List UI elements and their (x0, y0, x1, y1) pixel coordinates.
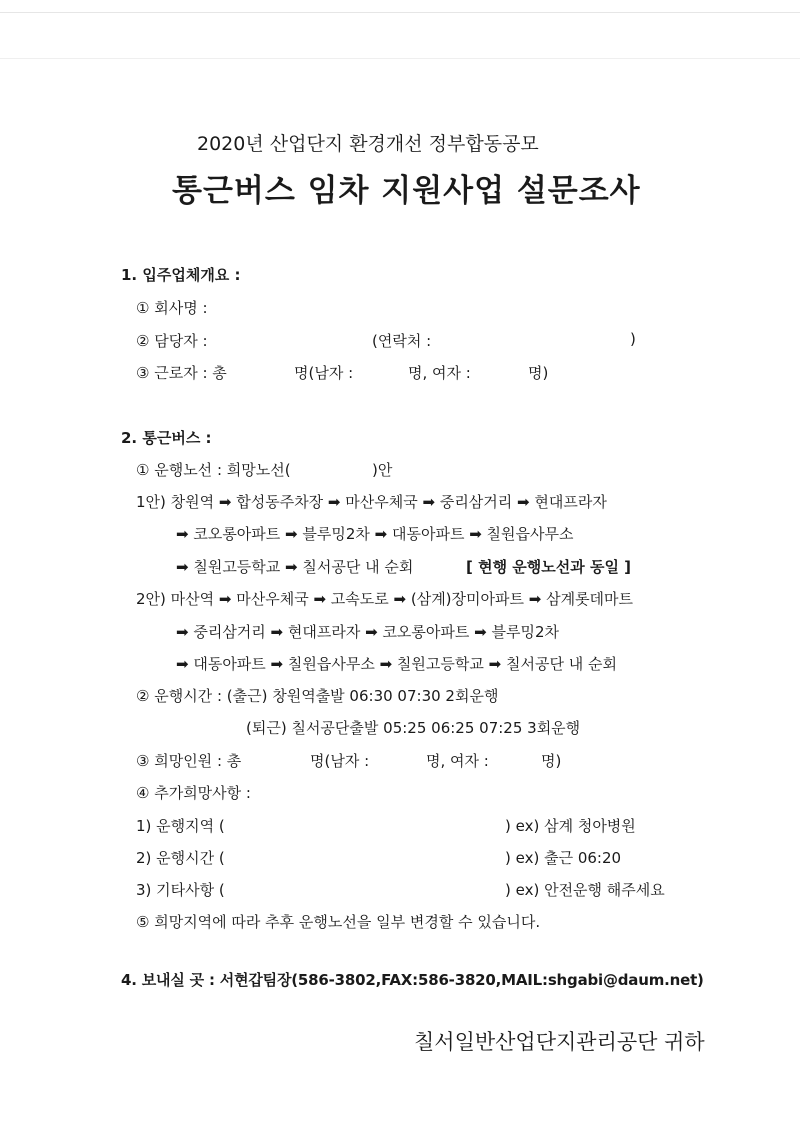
operating-time-line1: ② 운행시간 : (출근) 창원역출발 06:30 07:30 2회운행 (136, 687, 499, 705)
extra-item-label: 3) 기타사항 ( (136, 881, 225, 899)
company-name-label: ① 회사명 : (136, 299, 208, 317)
route2-line1: 2안) 마산역 ➡ 마산우체국 ➡ 고속도로 ➡ (삼계)장미아파트 ➡ 삼계롯데마트 (136, 590, 634, 608)
contact-close: ) (630, 330, 636, 348)
scan-artifact (0, 58, 800, 59)
route-preference-end: )안 (372, 461, 393, 479)
route1-note: [ 현행 운행노선과 동일 ] (466, 558, 632, 576)
extra-item-example: ) ex) 출근 06:20 (505, 849, 622, 867)
manager-label: ② 담당자 : (136, 332, 208, 350)
extra-item-label: 1) 운행지역 ( (136, 817, 225, 835)
operating-time-line2: (퇴근) 칠서공단출발 05:25 06:25 07:25 3회운행 (246, 719, 581, 737)
route-change-notice: ⑤ 희망지역에 따라 추후 운행노선을 일부 변경할 수 있습니다. (136, 913, 541, 931)
extra-item-label: 2) 운행시간 ( (136, 849, 225, 867)
workers-male-label: 명(남자 : (294, 364, 354, 382)
section2-heading: 2. 통근버스 : (121, 429, 212, 447)
workers-label: ③ 근로자 : 총 (136, 364, 227, 382)
contact-label: (연락처 : (372, 332, 432, 350)
send-to-line: 4. 보내실 곳 : 서현갑팀장(586-3802,FAX:586-3820,MAIL:shgabi@daum.net) (121, 971, 704, 989)
route1-line1: 1안) 창원역 ➡ 합성동주차장 ➡ 마산우체국 ➡ 중리삼거리 ➡ 현대프라자 (136, 493, 607, 511)
desired-people-female: 명, 여자 : (426, 752, 489, 770)
section1-heading: 1. 입주업체개요 : (121, 266, 241, 284)
desired-people-male: 명(남자 : (310, 752, 370, 770)
workers-end: 명) (528, 364, 549, 382)
document-title: 통근버스 임차 지원사업 설문조사 (172, 173, 641, 209)
route2-line3: ➡ 대동아파트 ➡ 칠원읍사무소 ➡ 칠원고등학교 ➡ 칠서공단 내 순회 (176, 655, 617, 673)
addressee: 칠서일반산업단지관리공단 귀하 (414, 1030, 705, 1054)
route1-line2: ➡ 코오롱아파트 ➡ 블루밍2차 ➡ 대동아파트 ➡ 칠원읍사무소 (176, 525, 574, 543)
extra-item-example: ) ex) 안전운행 해주세요 (505, 881, 665, 899)
route1-line3: ➡ 칠원고등학교 ➡ 칠서공단 내 순회 (176, 558, 414, 576)
desired-people-end: 명) (541, 752, 562, 770)
desired-people-label: ③ 희망인원 : 총 (136, 752, 242, 770)
scan-artifact (0, 12, 800, 13)
extra-item-example: ) ex) 삼계 청아병원 (505, 817, 636, 835)
workers-female-label: 명, 여자 : (408, 364, 471, 382)
extra-requests-heading: ④ 추가희망사항 : (136, 784, 251, 802)
route2-line2: ➡ 중리삼거리 ➡ 현대프라자 ➡ 코오롱아파트 ➡ 블루밍2차 (176, 623, 559, 641)
document-subtitle: 2020년 산업단지 환경개선 정부합동공모 (197, 133, 539, 155)
route-preference-label: ① 운행노선 : 희망노선( (136, 461, 291, 479)
